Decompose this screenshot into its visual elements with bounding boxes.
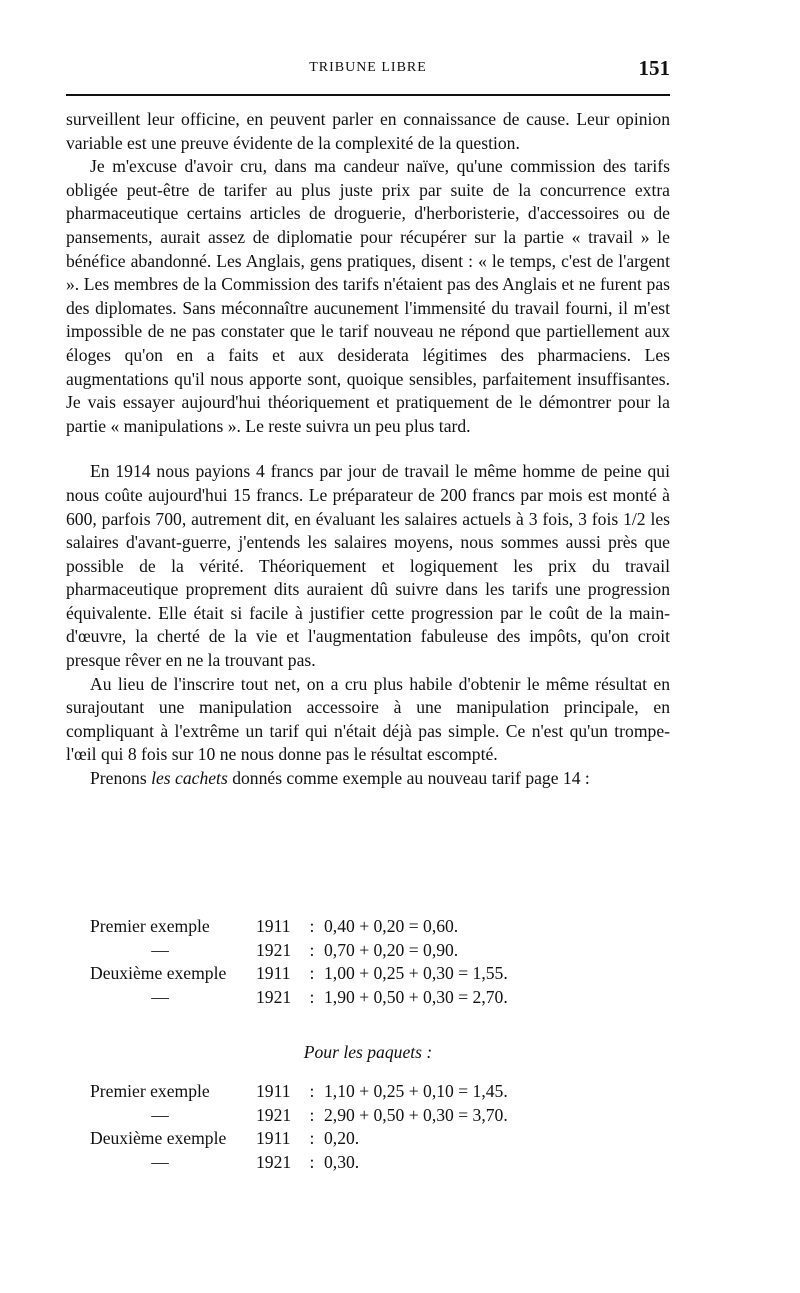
example-colon: : (309, 916, 315, 936)
example-calculation: 0,40 + 0,20 = 0,60. (324, 916, 459, 936)
example-label: — (151, 986, 169, 1007)
example-calculation: 0,70 + 0,20 = 0,90. (324, 939, 459, 960)
example-label: — (151, 939, 169, 960)
example-year: 1921 (256, 986, 292, 1007)
paragraph-1: surveillent leur officine, en peuvent parler en connaissance de cause. Leur opinion variable est une preuve évidente de la complexité de la question. (66, 109, 670, 153)
example-colon: : (309, 986, 315, 1007)
header-rule (66, 94, 670, 96)
example-row (90, 962, 610, 986)
example-colon: : (309, 963, 315, 984)
example-colon: : (309, 1081, 315, 1101)
example-year: 1911 (256, 963, 291, 984)
example-year: 1921 (256, 1104, 292, 1125)
example-year: 1921 (256, 939, 292, 960)
example-year: 1921 (256, 1151, 292, 1172)
example-calculation: 0,20. (324, 1128, 360, 1149)
example-calculation: 2,90 + 0,50 + 0,30 = 3,70. (324, 1104, 508, 1125)
example-calculation: 1,90 + 0,50 + 0,30 = 2,70. (324, 986, 508, 1007)
example-label: Premier exemple (90, 1081, 210, 1101)
example-year: 1911 (256, 1128, 291, 1149)
paragraph-4: Au lieu de l'inscrire tout net, on a cru plus habile d'obtenir le même résultat en surajoutant une manipulation accessoire à une manipulation principale, en compliquant à l'extrême un tarif qui n'était déjà pas simple. Ce n'est qu'un trompe-l'œil qui 8 fois sur 10 ne nous donne pas le résultat escompté. (66, 673, 670, 765)
paragraph-5-before: Prenons (90, 768, 152, 789)
example-calculation: 1,00 + 0,25 + 0,30 = 1,55. (324, 963, 508, 984)
example-colon: : (309, 1128, 315, 1149)
example-year: 1911 (256, 1081, 291, 1101)
paragraph-5-emphasis: les cachets (151, 768, 228, 789)
example-row (90, 939, 610, 963)
example-colon: : (309, 1104, 315, 1125)
example-row (90, 915, 610, 939)
example-row (90, 1151, 610, 1175)
paragraph-2: Je m'excuse d'avoir cru, dans ma candeur naïve, qu'une commission des tarifs obligée peut-être de tarifer au plus juste prix par suite de la concurrence extra pharmaceutique certains articles de droguerie, d'herboristerie, d'accessoires ou de pansements, aurait assez de diplomatie pour récupérer sur la partie « travail » le bénéfice abandonné. Les Anglais, gens pratiques, disent : « le temps, c'est de l'argent ». Les membres de la Commission des tarifs n'étaient pas des Anglais et ne furent pas des diplomates. Sans méconnaître aucunement l'immensité du travail fourni, il m'est impossible de ne pas constater que le tarif nouveau ne répond que partiellement aux éloges qu'on en a faits et aux desiderata légitimes des pharmaciens. Les augmentations qu'il nous apporte sont, quoique sensibles, parfaitement insuffisantes. Je vais essayer aujourd'hui théoriquement et pratiquement de le démontrer pour la partie « manipulations ». Le reste suivra un peu plus tard. (66, 156, 670, 436)
example-calculation: 0,30. (324, 1151, 360, 1172)
paragraph-3: En 1914 nous payions 4 francs par jour de travail le même homme de peine qui nous coûte aujourd'hui 15 francs. Le préparateur de 200 francs par mois est monté à 600, parfois 700, autrement dit, en évaluant les salaires actuels à 3 fois, 3 fois 1/2 les salaires d'avant-guerre, j'entends les salaires moyens, nous sommes aussi près que possible de la vérité. Théoriquement et logiquement les prix du travail pharmaceutique proprement dits auraient dû suivre dans les tarifs une progression équivalente. Elle était si facile à justifier cette progression par le coût de la main-d'œuvre, la cherté de la vie et l'augmentation fabuleuse des impôts, qu'on croit presque rêver en ne la trouvant pas. (66, 461, 670, 671)
example-label: Premier exemple (90, 916, 210, 936)
example-label: Deuxième exemple (90, 1128, 227, 1149)
paragraph-5 (66, 767, 670, 791)
page-number: 151 (638, 56, 670, 80)
paquets-heading: Pour les paquets : (303, 1042, 433, 1062)
running-title: TRIBUNE LIBRE (309, 60, 427, 75)
example-row (90, 1080, 610, 1104)
cachets-examples (90, 915, 610, 1009)
paragraph-5-after: donnés comme exemple au nouveau tarif page 14 : (227, 768, 590, 789)
section-gap (66, 438, 670, 460)
example-label: — (151, 1104, 169, 1125)
example-label: Deuxième exemple (90, 963, 227, 984)
example-calculation: 1,10 + 0,25 + 0,10 = 1,45. (324, 1081, 508, 1101)
example-colon: : (309, 939, 315, 960)
example-label: — (151, 1151, 169, 1172)
page-header (66, 56, 670, 86)
example-row (90, 1104, 610, 1128)
paquets-examples (90, 1080, 610, 1174)
example-colon: : (309, 1151, 315, 1172)
example-row (90, 1127, 610, 1151)
body-text (66, 108, 670, 791)
example-row (90, 986, 610, 1010)
example-year: 1911 (256, 916, 291, 936)
